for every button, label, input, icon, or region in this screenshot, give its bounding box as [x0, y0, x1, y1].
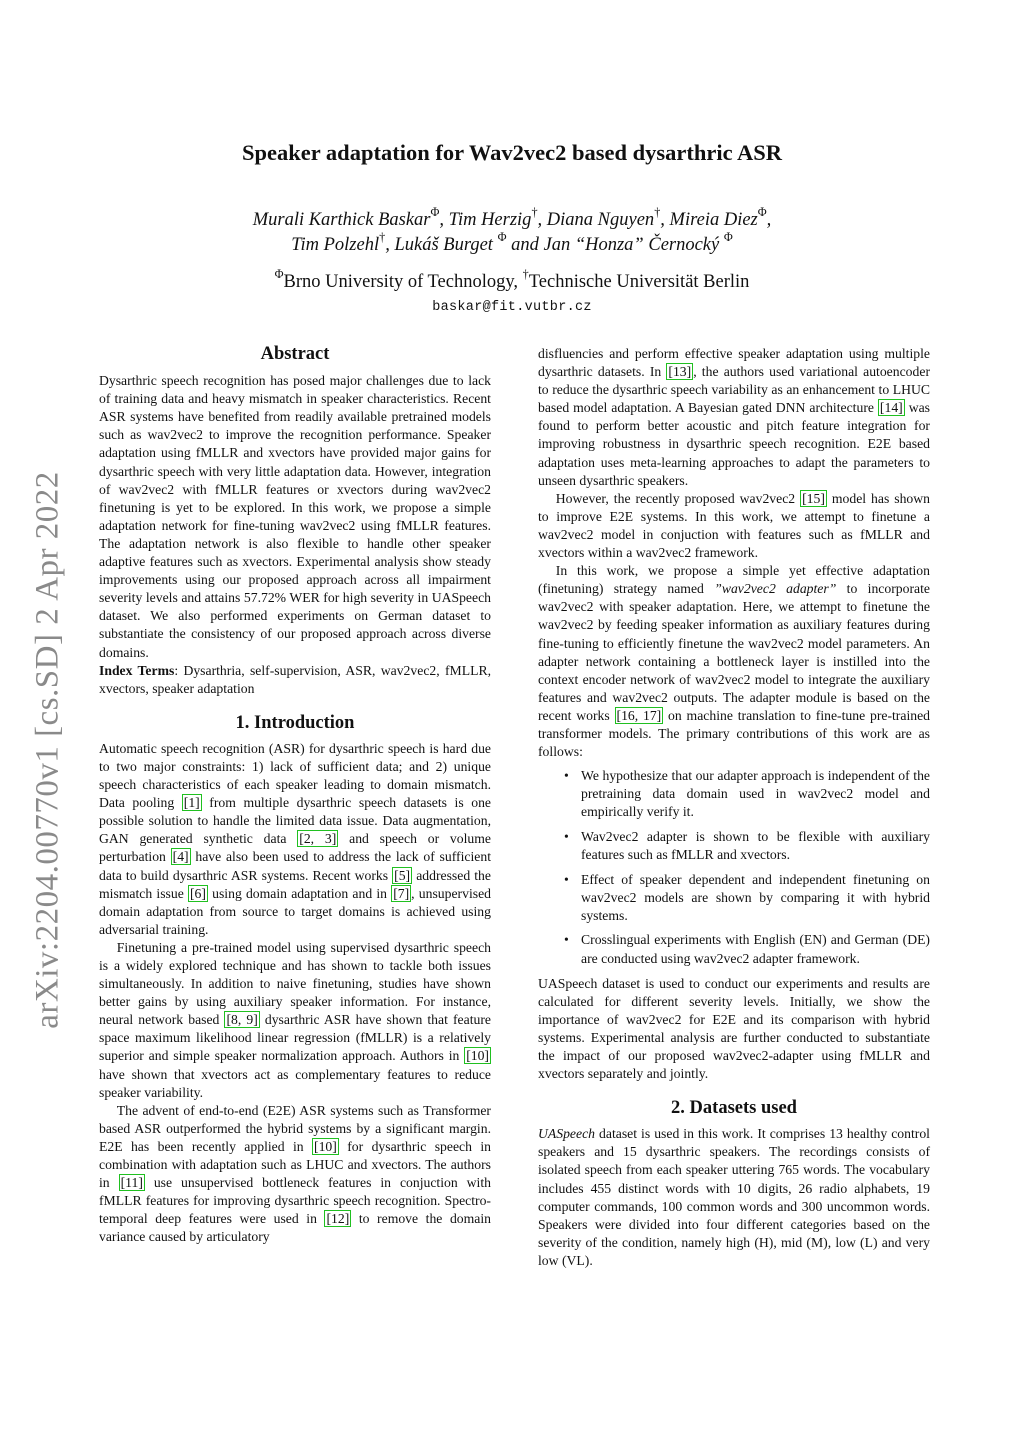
citation-link[interactable]: [15] — [802, 490, 825, 506]
citation-link[interactable]: [4] — [172, 849, 189, 865]
text-run: on machine translation to fine-tune pre-trained transformer models. The primary contributions of this work are as follows: — [538, 707, 931, 760]
text-run: use unsupervised bottleneck features in conjuction with fMLLR features for improving dysarthric speech recognition. Spectro-temporal deep features were used in — [99, 1175, 491, 1227]
datasets-heading: 2. Datasets used — [671, 1098, 797, 1119]
list-item-text: We hypothesize that our adapter approach is independent of the pretraining data domain used in wav2vec2 model and empirically verify it. — [581, 768, 930, 820]
text-run: Finetuning a pre-trained model using supervised dysarthric speech is a widely explored technique and has shown to tackle both issues simultaneously. In addition to naive finetuning, studies have shown better gains by using auxiliary speaker information. For instance, neural network based — [99, 939, 491, 1028]
list-item — [538, 931, 930, 967]
text-run: have shown that xvectors act as complementary features to reduce speaker variability. — [99, 1066, 491, 1100]
citation-link[interactable]: [8, 9] — [226, 1012, 258, 1028]
intro-paragraph — [538, 490, 930, 562]
abstract-text: Dysarthric speech recognition has posed major challenges due to lack of training data and heavy mismatch in speaker characteristics. Recent ASR systems have benefited from readily available pretrained models such as wav2vec2 to improve the recognition performance. Speaker adaptation using fMLLR and xvectors have provided major gains for dysarthric speech with very little adaptation data. However, integration of wav2vec2 with fMLLR features or xvectors during wav2vec2 finetuning is yet to be explored. In this work, we propose a simple adaptation network for fine-tuning wav2vec2 using fMLLR features. The adaptation network is also flexible to handle other speaker adaptive features such as xvectors. Experimental analysis show steady improvements using our proposed approach across all impairment severity levels and attains 57.72% WER for high severity in UASpeech dataset. We also performed experiments on German dataset to substantiate the consistency of our proposed approach across diverse domains. — [99, 373, 491, 660]
text-run: was found to perform better acoustic and pitch feature integration for improving robustness in dysarthric speech recognition. E2E based adaptation uses meta-learning approaches to adapt the parameters to unseen dysarthric speakers. — [538, 400, 930, 488]
author-name: Diana Nguyen — [546, 210, 655, 230]
intro-paragraph — [99, 1102, 491, 1247]
affil-mark: Φ — [757, 205, 767, 220]
citation-link[interactable]: [12] — [326, 1211, 350, 1227]
affil-mark: Φ — [497, 230, 507, 245]
author-name: Jan “Honza” Černocký — [543, 235, 724, 255]
list-item — [538, 767, 930, 821]
citation-link[interactable]: [10] — [314, 1138, 337, 1154]
text-run: , unsupervised domain adaptation from source to target domains is achieved using adversarial training. — [99, 885, 491, 937]
text-run: However, the recently proposed wav2vec2 — [555, 490, 801, 506]
text-run: to incorporate wav2vec2 with speaker adaptation. Here, we attempt to finetune the wav2vec2 by feeding speaker information as auxiliary features during fine-tuning to efficiently finetune the wav2vec2 model parameters. An adapter network containing a bottleneck layer is instilled into the context encoder network of wav2vec2 model to integrate the auxiliary features and wav2vec2 outputs. The adapter module is based on the recent works — [538, 581, 930, 723]
text-run: model has shown to improve E2E systems. In this work, we attempt to finetune a wav2vec2 model in conjuction with features such as fMLLR and xvectors within a wav2vec2 framework. — [538, 490, 930, 561]
affil-mark: † — [379, 230, 386, 245]
intro-paragraph: UASpeech dataset is used to conduct our experiments and results are calculated for different severity levels. Initially, we show the importance of wav2vec2 for E2E and its comparison with hybrid systems. Experimental analysis are further conducted to substantiate the impact of our proposed wav2vec2-adapter using fMLLR and xvectors separately and jointly. — [538, 975, 930, 1082]
text-run: , the authors used variational autoencoder to reduce the dysarthric speech variability as an enhancement to LHUC based model adaptation. A Bayesian gated DNN architecture — [538, 364, 931, 416]
bullet-icon: • — [564, 828, 569, 844]
index-terms-label: Index Terms — [99, 662, 175, 678]
citation-link[interactable]: [16, 17] — [616, 707, 662, 723]
affil-mark: † — [522, 267, 529, 282]
list-item — [538, 871, 930, 925]
affil-mark: Φ — [723, 230, 733, 245]
bullet-icon: • — [564, 932, 569, 948]
author-sep: , — [385, 235, 395, 255]
author-sep: and — [506, 235, 544, 255]
author-sep: , — [439, 210, 449, 230]
text-run: from multiple dysarthric speech datasets is one possible solution to handle the limited data issue. Data augmentation, GAN generated synthetic data — [99, 795, 491, 847]
text-run: In this work, we propose a simple yet effective adaptation (finetuning) strategy named — [538, 563, 930, 597]
affil-mark: † — [531, 205, 538, 220]
author-sep: , — [660, 210, 670, 230]
affiliations — [0, 267, 1024, 293]
author-sep: , — [537, 210, 547, 230]
abstract-heading: Abstract — [260, 344, 330, 364]
method-name: ”wav2vec2 adapter” — [714, 581, 837, 597]
text-run: for dysarthric speech in combination with adaptation such as LHUC and xvectors. The authors in — [99, 1138, 491, 1191]
citation-link[interactable]: [11] — [120, 1175, 143, 1191]
affil-mark: † — [654, 205, 661, 220]
contribution-list — [538, 767, 930, 967]
list-item — [538, 828, 930, 864]
index-terms — [99, 662, 491, 698]
citation-link[interactable]: [2, 3] — [299, 831, 337, 847]
affil-mark: Φ — [274, 267, 284, 282]
list-item-text: Wav2vec2 adapter is shown to be flexible with auxiliary features such as fMLLR and xvectors. — [581, 828, 930, 863]
intro-paragraph — [99, 939, 491, 1102]
text-run: Automatic speech recognition (ASR) for dysarthric speech is hard due to two major constraints: 1) lack of sufficient data; and 2) unique speech characteristics of each speaker leading to domain mismatch. Data pooling — [99, 740, 491, 811]
text-run: have also been used to address the lack of sufficient data to build dysarthric ASR systems. Recent works — [99, 849, 491, 883]
author-name: Mireia Diez — [669, 210, 758, 230]
text-run: The advent of end-to-end (E2E) ASR systems such as Transformer based ASR outperformed the hybrid systems by a significant margin. E2E has been recently applied in — [99, 1102, 491, 1154]
text-run: using domain adaptation and in — [207, 885, 392, 901]
left-column — [99, 345, 491, 1247]
text-run: disfluencies and perform effective speaker adaptation using multiple dysarthric datasets. In — [538, 346, 930, 380]
intro-paragraph — [538, 562, 930, 761]
text-run: and speech or volume perturbation — [99, 831, 491, 865]
dataset-name: UASpeech — [538, 1126, 596, 1142]
list-item-text: Crosslingual experiments with English (EN) and German (DE) are conducted using wav2vec2 adapter framework. — [581, 932, 930, 966]
bullet-icon: • — [564, 871, 569, 887]
right-column — [538, 345, 930, 1270]
citation-link[interactable]: [10] — [466, 1048, 489, 1064]
affiliation-name: Technische Universität Berlin — [528, 272, 750, 292]
citation-link[interactable]: [5] — [394, 867, 411, 883]
index-terms-list: : Dysarthria, self-supervision, ASR, wav2vec2, fMLLR, xvectors, speaker adaptation — [99, 662, 491, 696]
text-run: dysarthric ASR have shown that feature space maximum likelihood linear regression (fMLLR) is a relatively superior and simple speaker normalization approach. Authors in — [99, 1012, 491, 1064]
arxiv-stamp — [28, 460, 68, 1040]
bullet-icon: • — [564, 768, 569, 784]
intro-paragraph — [99, 740, 491, 939]
arxiv-id: arXiv:2204.00770v1 [cs.SD] 2 Apr 2022 — [29, 471, 66, 1029]
author-sep: , — [766, 210, 772, 230]
text-run: addressed the mismatch issue — [99, 867, 491, 901]
author-name: Tim Herzig — [448, 210, 532, 230]
intro-heading: 1. Introduction — [235, 712, 355, 733]
affiliation-name: Brno University of Technology, — [283, 272, 523, 292]
citation-link[interactable]: [6] — [189, 885, 206, 901]
citation-link[interactable]: [14] — [879, 400, 903, 416]
author-name: Murali Karthick Baskar — [252, 210, 431, 230]
citation-link[interactable]: [13] — [668, 364, 692, 380]
citation-link[interactable]: [7] — [393, 885, 410, 901]
list-item-text: Effect of speaker dependent and independent finetuning on wav2vec2 models are shown by comparing it with hybrid systems. — [581, 871, 930, 923]
affil-mark: Φ — [430, 205, 440, 220]
text-run: to remove the domain variance caused by articulatory — [99, 1211, 491, 1245]
citation-link[interactable]: [1] — [183, 795, 200, 811]
author-list — [0, 205, 1024, 258]
text-run: dataset is used in this work. It comprises 13 healthy control speakers and 15 dysarthric speakers. The recordings consists of isolated speech from each speaker uttering 765 words. The vocabulary includes 455 distinct words with 10 digits, 26 radio alphabets, 19 computer commands, 100 common words and 300 uncommon words. Speakers were divided into four different categories based on the severity of the condition, namely high (H), mid (M), low (L) and very low (VL). — [538, 1126, 930, 1268]
author-name: Tim Polzehl — [291, 235, 380, 255]
intro-paragraph — [538, 345, 930, 490]
datasets-paragraph — [538, 1125, 930, 1270]
paper-title: Speaker adaptation for Wav2vec2 based dysarthric ASR — [241, 140, 783, 165]
contact-email[interactable]: baskar@fit.vutbr.cz — [432, 300, 592, 315]
author-name: Lukáš Burget — [394, 235, 498, 255]
